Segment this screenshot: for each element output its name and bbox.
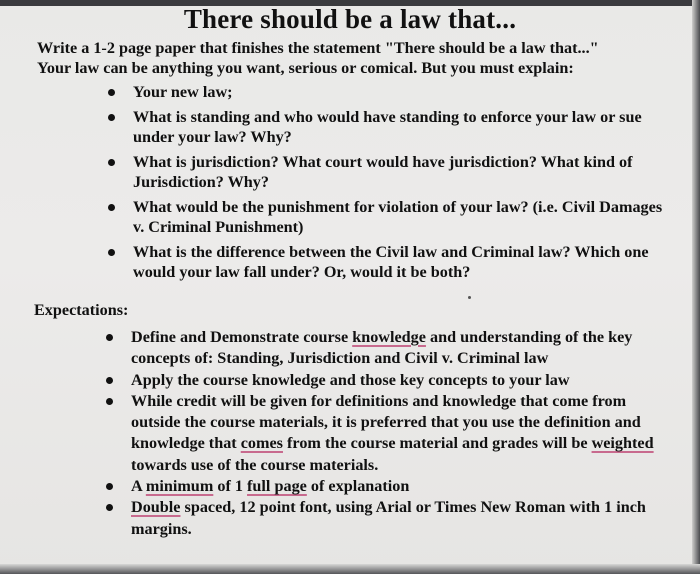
page-title: There should be a law that... [183, 4, 517, 34]
expectation-text: While credit will be given for definitions and knowledge that come from outside the course materials, it is preferred that you use the definition and knowledge that [131, 391, 641, 453]
expectation-text: A [131, 477, 146, 496]
spellcheck-word: Double [131, 498, 181, 517]
requirements-list [133, 82, 668, 287]
expectations-list [131, 327, 656, 540]
expectation-text: of 1 [213, 477, 248, 496]
spellcheck-word: knowledge [352, 328, 426, 346]
expectation-item [131, 391, 656, 476]
monitor-bezel-bottom [0, 564, 700, 574]
stray-mark [468, 296, 471, 299]
expectation-text: spaced, 12 point font, using Arial or Times New Roman with 1 inch margins. [131, 498, 646, 538]
requirement-item: What is jurisdiction? What court would have jurisdiction? What kind of Jurisdiction? Why? [133, 152, 668, 193]
expectation-item: Apply the course knowledge and those key concepts to your law [131, 370, 656, 391]
expectation-text: and understanding of the key concepts of: Standing, Jurisdiction and Civil v. Criminal law [131, 328, 633, 368]
requirement-item: What is the difference between the Civil law and Criminal law? Which one would your law fall under? Or, would it be both? [133, 242, 668, 283]
spellcheck-word: weighted [591, 434, 654, 453]
requirement-item: Your new law; [133, 82, 668, 103]
expectation-item [131, 327, 656, 370]
expectation-text: of explanation [306, 477, 410, 496]
requirement-item: What is standing and who would have standing to enforce your law or sue under your law? Why? [133, 107, 668, 148]
monitor-bezel-right [692, 0, 700, 574]
requirement-item: What would be the punishment for violation of your law? (i.e. Civil Damages v. Criminal Punishment) [133, 197, 668, 238]
expectation-item [131, 497, 656, 540]
spellcheck-word: minimum [145, 477, 214, 496]
expectation-text: towards use of the course materials. [131, 455, 379, 474]
spellcheck-word: comes [240, 434, 283, 453]
expectations-heading: Expectations: [34, 301, 129, 319]
expectation-item [131, 476, 656, 497]
expectation-text: from the course material and grades will be [282, 434, 592, 453]
intro-line-2: Your law can be anything you want, serious or comical. But you must explain: [37, 59, 574, 77]
spellcheck-word: full page [247, 477, 307, 496]
expectation-text: Define and Demonstrate course [131, 328, 353, 346]
intro-line-1: Write a 1-2 page paper that finishes the statement "There should be a law that..." [37, 39, 599, 57]
